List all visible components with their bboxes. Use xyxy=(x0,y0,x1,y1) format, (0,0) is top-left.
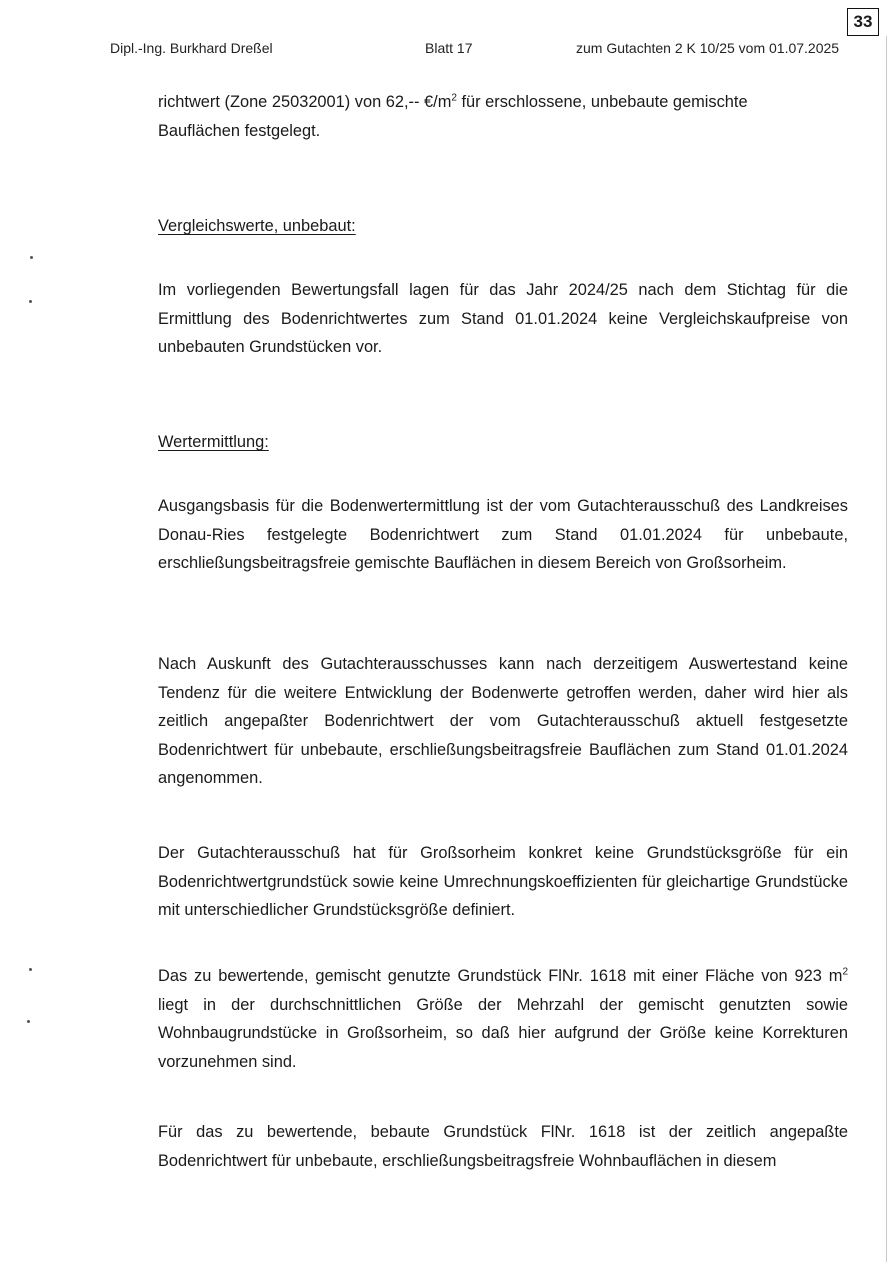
heading-wertermittlung: Wertermittlung: xyxy=(158,433,269,451)
paragraph-grundstuecksgroesse: Der Gutachterausschuß hat für Großsorheim konkret keine Grundstücksgröße für ein Bodenrichtwertgrundstück sowie keine Umrechnungskoeffizienten für gleichartige Grundstücke mit unterschiedlicher Grundstücksgröße definiert. xyxy=(158,844,848,919)
paragraph-bebautes-grundstueck: Für das zu bewertende, bebaute Grundstück FlNr. 1618 ist der zeitlich angepaßte Bodenrichtwert für unbebaute, erschließungsbeitragsfreie Wohnbauflächen in diesem xyxy=(158,1123,848,1170)
scan-speck xyxy=(27,1020,30,1023)
scan-speck xyxy=(29,300,32,303)
page-number-box: 33 xyxy=(847,8,879,36)
paragraph-continuation: richtwert (Zone 25032001) von 62,-- $€/m^2$ für erschlossene, unbebaute gemischte Bauflächen festgelegt. xyxy=(158,92,748,140)
scan-edge-line xyxy=(886,36,887,1262)
scan-speck xyxy=(29,968,32,971)
paragraph-bewertung-grundstueck: Das zu bewertende, gemischt genutzte Grundstück FlNr. 1618 mit einer Fläche von 923 $m^2$ liegt in der durchschnittlichen Größe der Mehrzahl der gemischt genutzten sowie Wohnbaugrundstücke in Großsorheim, so daß hier aufgrund der Größe keine Korrekturen vorzunehmen sind. xyxy=(158,966,848,1071)
paragraph-vergleichswerte: Im vorliegenden Bewertungsfall lagen für das Jahr 2024/25 nach dem Stichtag für die Ermittlung des Bodenrichtwertes zum Stand 01.01.2024 keine Vergleichskaufpreise von unbebauten Grundstücken vor. xyxy=(158,281,848,356)
paragraph-auskunft: Nach Auskunft des Gutachterausschusses kann nach derzeitigem Auswertestand keine Tendenz für die weitere Entwicklung der Bodenwerte getroffen werden, daher wird hier als zeitlich angepaßter Bodenrichtwert der vom Gutachterausschuß aktuell festgesetzte Bodenrichtwert für unbebaute, erschließungsbeitragsfreie Bauflächen zum Stand 01.01.2024 angenommen. xyxy=(158,655,848,787)
scan-speck xyxy=(30,256,33,259)
header-sheet: Blatt 17 xyxy=(425,40,473,56)
heading-vergleichswerte: Vergleichswerte, unbebaut: xyxy=(158,217,356,235)
header-reference: zum Gutachten 2 K 10/25 vom 01.07.2025 xyxy=(576,40,840,56)
paragraph-ausgangsbasis: Ausgangsbasis für die Bodenwertermittlung ist der vom Gutachterausschuß des Landkreises Donau-Ries festgelegte Bodenrichtwert zum Stand 01.01.2024 für unbebaute, erschließungsbeitragsfreie gemischte Bauflächen in diesem Bereich von Großsorheim. xyxy=(158,497,848,572)
header-author: Dipl.-Ing. Burkhard Dreßel xyxy=(110,40,273,56)
